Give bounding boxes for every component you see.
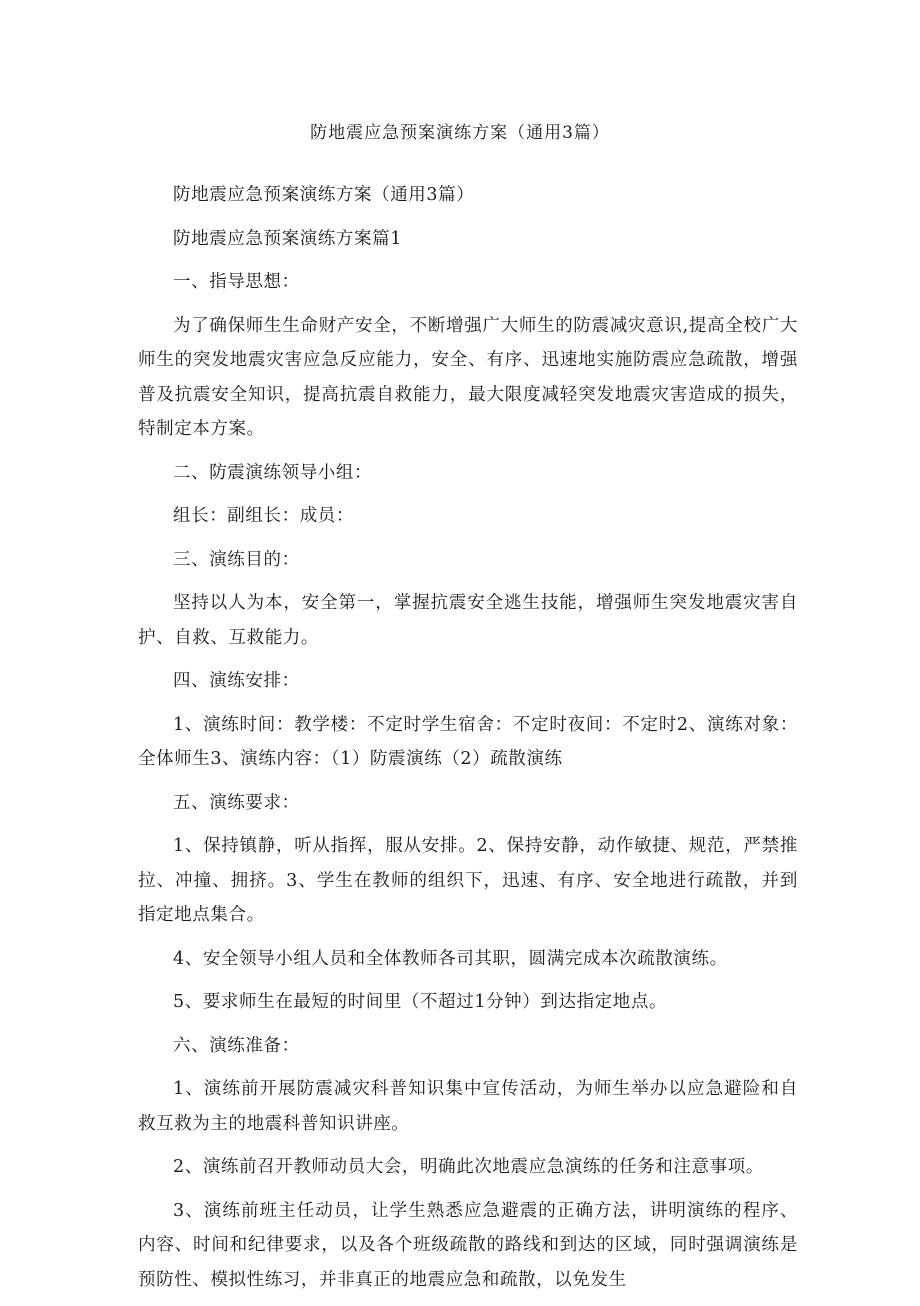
heading-drill-preparation: 六、演练准备： <box>173 1035 300 1056</box>
paragraph-preparation-1: 1、演练前开展防震减灾科普知识集中宣传活动，为师生举办以应急避险和自救互救为主的地震科普知识讲座。 <box>138 1079 798 1134</box>
heading-guiding-ideology: 一、指导思想： <box>173 272 300 292</box>
heading-drill-requirements: 五、演练要求： <box>173 792 300 813</box>
paragraph-leadership-members: 组长：副组长：成员： <box>173 506 354 526</box>
paragraph-drill-arrangement: 1、演练时间：教学楼：不定时学生宿舍：不定时夜间：不定时2、演练对象：全体师生3、演练内容：（1）防震演练（2）疏散演练 <box>138 714 798 769</box>
document-body <box>138 178 798 1306</box>
paragraph-preparation-3: 3、演练前班主任动员，让学生熟悉应急避震的正确方法，讲明演练的程序、内容、时间和纪律要求，以及各个班级疏散的路线和到达的区域，同时强调演练是预防性、模拟性练习，并非真正的地震应急和疏散，以免发生 <box>138 1200 798 1290</box>
heading-drill-arrangement: 四、演练安排： <box>173 671 300 691</box>
heading-drill-purpose: 三、演练目的： <box>173 549 300 570</box>
paragraph-guiding-ideology: 为了确保师生生命财产安全，不断增强广大师生的防震减灾意识,提高全校广大师生的突发地震灾害应急反应能力，安全、有序、迅速地实施防震应急疏散，增强普及抗震安全知识，提高抗震自救能力，最大限度减轻突发地震灾害造成的损失，特制定本方案。 <box>138 315 798 439</box>
paragraph-heading-repeat: 防地震应急预案演练方案（通用3篇） <box>173 185 475 205</box>
paragraph-preparation-2: 2、演练前召开教师动员大会，明确此次地震应急演练的任务和注意事项。 <box>173 1157 764 1177</box>
paragraph-requirement-4: 4、安全领导小组人员和全体教师各司其职，圆满完成本次疏散演练。 <box>173 948 728 969</box>
paragraph-requirements-1-3: 1、保持镇静，听从指挥，服从安排。2、保持安静，动作敏捷、规范，严禁推拉、冲撞、拥挤。3、学生在教师的组织下，迅速、有序、安全地进行疏散，并到指定地点集合。 <box>138 836 798 925</box>
paragraph-requirement-5: 5、要求师生在最短的时间里（不超过1分钟）到达指定地点。 <box>173 992 668 1012</box>
document-title: 防地震应急预案演练方案（通用3篇） <box>310 123 610 143</box>
paragraph-drill-purpose: 坚持以人为本，安全第一，掌握抗震安全逃生技能，增强师生突发地震灾害自护、自救、互救能力。 <box>138 593 798 648</box>
paragraph-section-title: 防地震应急预案演练方案篇1 <box>173 228 402 249</box>
heading-leadership-group: 二、防震演练领导小组： <box>173 462 373 483</box>
